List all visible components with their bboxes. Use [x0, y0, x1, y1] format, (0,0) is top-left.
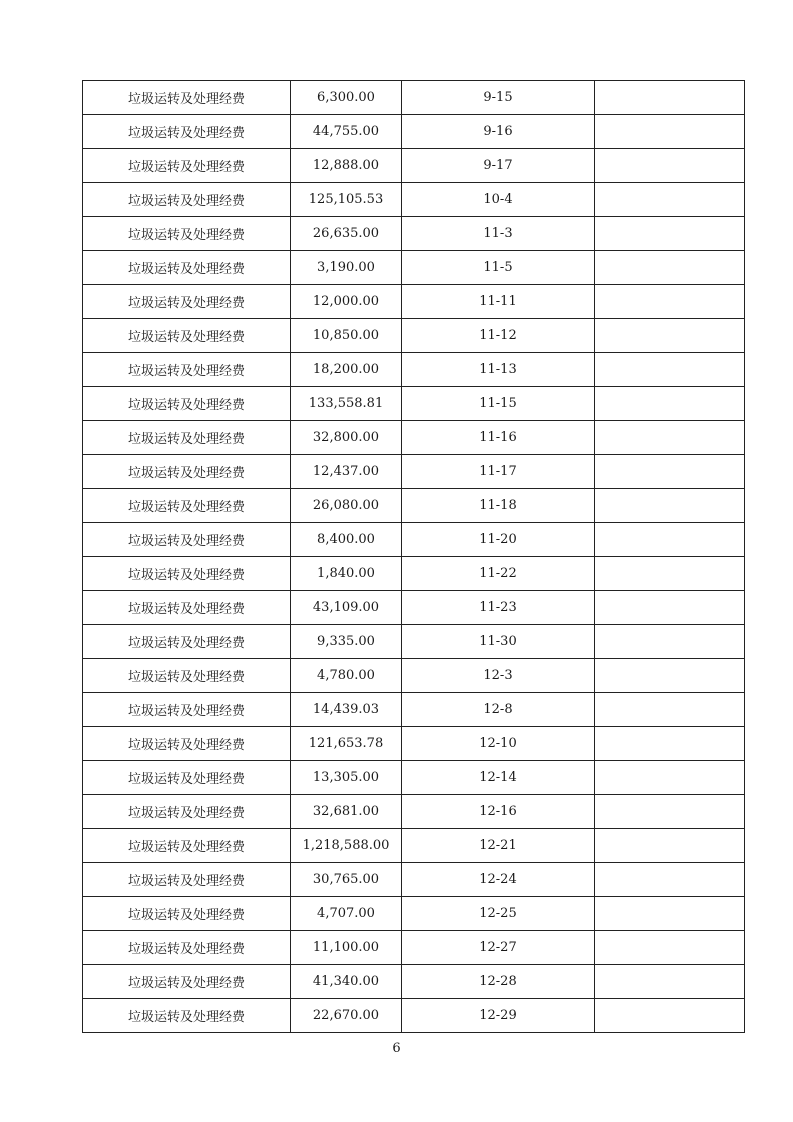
note-cell: [595, 421, 745, 455]
amount-cell: 18,200.00: [291, 353, 402, 387]
reference-cell: 12-3: [402, 659, 595, 693]
amount-cell: 13,305.00: [291, 761, 402, 795]
amount-cell: 6,300.00: [291, 81, 402, 115]
table-row: [83, 387, 745, 421]
table-row: [83, 829, 745, 863]
note-cell: [595, 659, 745, 693]
table-row: [83, 421, 745, 455]
reference-cell: 11-12: [402, 319, 595, 353]
note-cell: [595, 81, 745, 115]
table-row: [83, 81, 745, 115]
reference-cell: 11-11: [402, 285, 595, 319]
amount-cell: 133,558.81: [291, 387, 402, 421]
table-row: [83, 625, 745, 659]
amount-cell: 121,653.78: [291, 727, 402, 761]
table-row: [83, 183, 745, 217]
expense-item-cell: 垃圾运转及处理经费: [83, 557, 291, 591]
table-row: [83, 965, 745, 999]
note-cell: [595, 557, 745, 591]
reference-cell: 11-18: [402, 489, 595, 523]
reference-cell: 12-28: [402, 965, 595, 999]
amount-cell: 1,218,588.00: [291, 829, 402, 863]
expense-item-cell: 垃圾运转及处理经费: [83, 149, 291, 183]
table-row: [83, 931, 745, 965]
note-cell: [595, 489, 745, 523]
reference-cell: 12-10: [402, 727, 595, 761]
amount-cell: 14,439.03: [291, 693, 402, 727]
note-cell: [595, 285, 745, 319]
expense-item-cell: 垃圾运转及处理经费: [83, 251, 291, 285]
expense-item-cell: 垃圾运转及处理经费: [83, 285, 291, 319]
amount-cell: 12,000.00: [291, 285, 402, 319]
table-row: [83, 999, 745, 1033]
expense-item-cell: 垃圾运转及处理经费: [83, 897, 291, 931]
table-row: [83, 115, 745, 149]
page-number: 6: [392, 1041, 401, 1056]
reference-cell: 12-21: [402, 829, 595, 863]
expense-item-cell: 垃圾运转及处理经费: [83, 761, 291, 795]
note-cell: [595, 999, 745, 1033]
note-cell: [595, 319, 745, 353]
reference-cell: 11-3: [402, 217, 595, 251]
note-cell: [595, 727, 745, 761]
expense-item-cell: 垃圾运转及处理经费: [83, 183, 291, 217]
note-cell: [595, 387, 745, 421]
note-cell: [595, 931, 745, 965]
table-row: [83, 319, 745, 353]
note-cell: [595, 761, 745, 795]
expense-item-cell: 垃圾运转及处理经费: [83, 863, 291, 897]
note-cell: [595, 149, 745, 183]
expense-item-cell: 垃圾运转及处理经费: [83, 795, 291, 829]
table-row: [83, 217, 745, 251]
note-cell: [595, 115, 745, 149]
note-cell: [595, 863, 745, 897]
note-cell: [595, 795, 745, 829]
note-cell: [595, 251, 745, 285]
amount-cell: 22,670.00: [291, 999, 402, 1033]
amount-cell: 12,437.00: [291, 455, 402, 489]
table-row: [83, 727, 745, 761]
expense-item-cell: 垃圾运转及处理经费: [83, 693, 291, 727]
table-row: [83, 353, 745, 387]
table-row: [83, 149, 745, 183]
table-row: [83, 795, 745, 829]
expense-item-cell: 垃圾运转及处理经费: [83, 965, 291, 999]
expense-item-cell: 垃圾运转及处理经费: [83, 999, 291, 1033]
reference-cell: 11-23: [402, 591, 595, 625]
reference-cell: 9-15: [402, 81, 595, 115]
note-cell: [595, 829, 745, 863]
amount-cell: 8,400.00: [291, 523, 402, 557]
expense-item-cell: 垃圾运转及处理经费: [83, 591, 291, 625]
expense-item-cell: 垃圾运转及处理经费: [83, 625, 291, 659]
expense-item-cell: 垃圾运转及处理经费: [83, 353, 291, 387]
table-row: [83, 863, 745, 897]
table-row: [83, 761, 745, 795]
table-row: [83, 659, 745, 693]
reference-cell: 12-8: [402, 693, 595, 727]
table-row: [83, 897, 745, 931]
note-cell: [595, 455, 745, 489]
reference-cell: 10-4: [402, 183, 595, 217]
amount-cell: 1,840.00: [291, 557, 402, 591]
expense-item-cell: 垃圾运转及处理经费: [83, 387, 291, 421]
amount-cell: 26,635.00: [291, 217, 402, 251]
amount-cell: 12,888.00: [291, 149, 402, 183]
table-row: [83, 557, 745, 591]
reference-cell: 12-16: [402, 795, 595, 829]
amount-cell: 4,707.00: [291, 897, 402, 931]
note-cell: [595, 353, 745, 387]
reference-cell: 11-30: [402, 625, 595, 659]
note-cell: [595, 965, 745, 999]
reference-cell: 11-20: [402, 523, 595, 557]
expense-table: [82, 80, 745, 1033]
amount-cell: 32,800.00: [291, 421, 402, 455]
amount-cell: 4,780.00: [291, 659, 402, 693]
amount-cell: 125,105.53: [291, 183, 402, 217]
reference-cell: 11-16: [402, 421, 595, 455]
table-row: [83, 251, 745, 285]
table-row: [83, 591, 745, 625]
amount-cell: 11,100.00: [291, 931, 402, 965]
amount-cell: 9,335.00: [291, 625, 402, 659]
reference-cell: 11-13: [402, 353, 595, 387]
reference-cell: 12-14: [402, 761, 595, 795]
expense-item-cell: 垃圾运转及处理经费: [83, 81, 291, 115]
note-cell: [595, 591, 745, 625]
table-row: [83, 693, 745, 727]
note-cell: [595, 897, 745, 931]
amount-cell: 10,850.00: [291, 319, 402, 353]
amount-cell: 26,080.00: [291, 489, 402, 523]
expense-item-cell: 垃圾运转及处理经费: [83, 931, 291, 965]
expense-item-cell: 垃圾运转及处理经费: [83, 217, 291, 251]
table-row: [83, 285, 745, 319]
expense-item-cell: 垃圾运转及处理经费: [83, 727, 291, 761]
amount-cell: 32,681.00: [291, 795, 402, 829]
amount-cell: 43,109.00: [291, 591, 402, 625]
expense-item-cell: 垃圾运转及处理经费: [83, 319, 291, 353]
reference-cell: 12-24: [402, 863, 595, 897]
expense-item-cell: 垃圾运转及处理经费: [83, 659, 291, 693]
note-cell: [595, 625, 745, 659]
reference-cell: 9-16: [402, 115, 595, 149]
note-cell: [595, 693, 745, 727]
table-row: [83, 523, 745, 557]
expense-item-cell: 垃圾运转及处理经费: [83, 455, 291, 489]
reference-cell: 12-25: [402, 897, 595, 931]
reference-cell: 11-15: [402, 387, 595, 421]
table-row: [83, 489, 745, 523]
reference-cell: 11-17: [402, 455, 595, 489]
reference-cell: 12-27: [402, 931, 595, 965]
expense-item-cell: 垃圾运转及处理经费: [83, 489, 291, 523]
reference-cell: 11-22: [402, 557, 595, 591]
expense-item-cell: 垃圾运转及处理经费: [83, 829, 291, 863]
reference-cell: 9-17: [402, 149, 595, 183]
expense-item-cell: 垃圾运转及处理经费: [83, 115, 291, 149]
note-cell: [595, 217, 745, 251]
amount-cell: 30,765.00: [291, 863, 402, 897]
reference-cell: 11-5: [402, 251, 595, 285]
table-row: [83, 455, 745, 489]
amount-cell: 41,340.00: [291, 965, 402, 999]
expense-item-cell: 垃圾运转及处理经费: [83, 523, 291, 557]
amount-cell: 3,190.00: [291, 251, 402, 285]
note-cell: [595, 523, 745, 557]
amount-cell: 44,755.00: [291, 115, 402, 149]
note-cell: [595, 183, 745, 217]
expense-item-cell: 垃圾运转及处理经费: [83, 421, 291, 455]
expense-table-body: [83, 81, 745, 1033]
reference-cell: 12-29: [402, 999, 595, 1033]
